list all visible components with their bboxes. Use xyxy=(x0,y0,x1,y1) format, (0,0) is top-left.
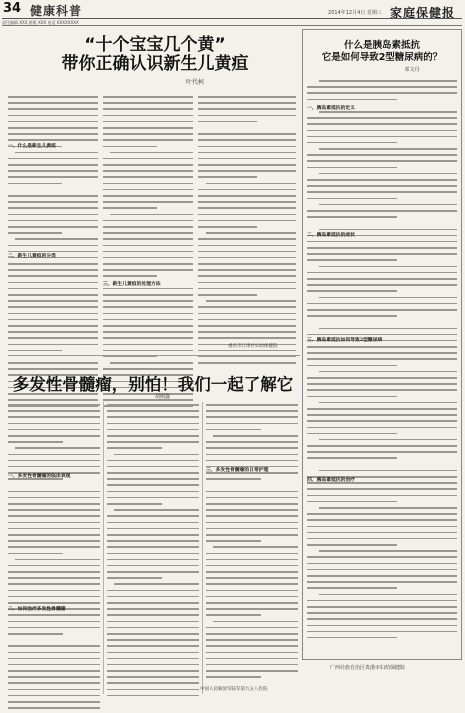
article1-subheading-3: 三、新生儿黄疸的处理方法 xyxy=(103,281,161,287)
sidebar-title-line1: 什么是胰岛素抵抗 xyxy=(343,40,420,51)
editor-info: 责任编辑 XXX 排版 XXX 电话 XXXXXXXX xyxy=(2,20,79,25)
sidebar-article-headline xyxy=(302,40,462,73)
sidebar-title-line2: 它是如何导致2型糖尿病的？ xyxy=(321,52,443,63)
article2-credit: 中国人民解放军陆军第九五八医院 xyxy=(200,687,268,692)
article1-title-line1: “十个宝宝几个黄” xyxy=(84,35,226,55)
article2-subheading-1: 一、多发性骨髓瘤的临床表现 xyxy=(8,473,71,479)
article1-column-3 xyxy=(198,96,296,368)
sidebar-subheading-1: 一、胰岛素抵抗的定义 xyxy=(307,105,355,111)
article2-headline: 多发性骨髓瘤，别怕！我们一起了解它 xyxy=(12,375,294,394)
article2-column-2 xyxy=(107,404,199,701)
sidebar-text xyxy=(307,80,457,643)
issue-date: 2014年12月4日 星期三 xyxy=(328,10,382,16)
page-header xyxy=(0,0,465,18)
newspaper-title: 家庭保健报 xyxy=(389,6,455,20)
article2-column-3 xyxy=(206,404,298,682)
article1-title-line2: 带你正确认识新生儿黄疸 xyxy=(61,54,249,74)
column-divider xyxy=(103,402,104,694)
article2-byline: 胡刚鑫 xyxy=(155,394,171,400)
section-name: 健康科普 xyxy=(30,4,83,18)
sidebar-subheading-3: 三、胰岛素抵抗如何导致2型糖尿病 xyxy=(307,337,383,343)
article1-subheading-2: 二、新生儿黄疸的分类 xyxy=(8,253,56,259)
header-rule xyxy=(2,18,462,19)
article-separator xyxy=(8,355,300,356)
article1-column-2 xyxy=(103,96,193,412)
article1-headline xyxy=(20,36,290,86)
article2-subheading-3: 三、多发性骨髓瘤的日常护理 xyxy=(206,467,269,473)
column-divider xyxy=(202,402,203,694)
article1-credit: 重庆市江津区妇幼保健院 xyxy=(228,344,278,349)
header-rule-lower xyxy=(2,25,462,26)
article2-subheading-2: 二、如何治疗多发性骨髓瘤 xyxy=(8,606,66,612)
article2-column-1 xyxy=(8,404,100,713)
article1-byline: 叶代柯 xyxy=(185,79,204,86)
sidebar-byline: 邓文丹 xyxy=(404,67,420,73)
sidebar-source: 广西壮族自治区贵港市妇幼保健院 xyxy=(330,665,406,671)
page-number: 34 xyxy=(3,1,22,16)
article1-subheading-1: 一、什么是新生儿黄疸 xyxy=(8,143,56,149)
sidebar-subheading-2: 二、胰岛素抵抗的症状 xyxy=(307,232,355,238)
sidebar-subheading-4: 四、胰岛素抵抗的治疗 xyxy=(307,477,355,483)
